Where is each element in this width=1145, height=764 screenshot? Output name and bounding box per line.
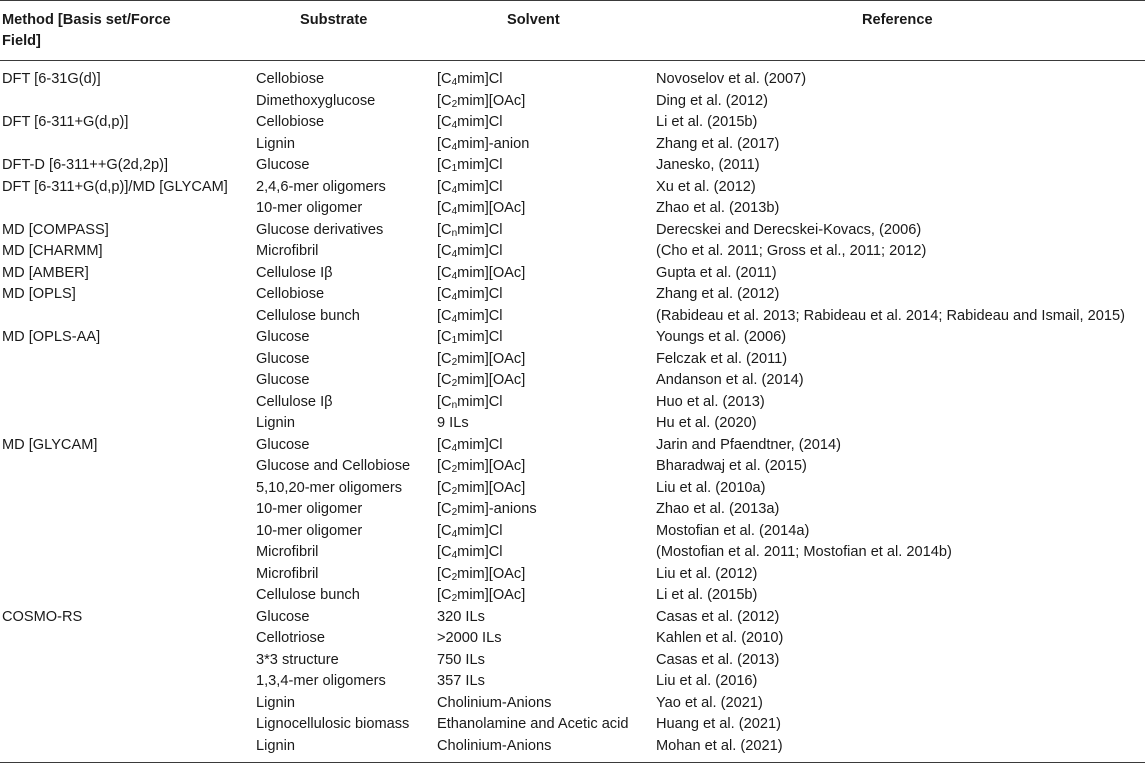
substrate-cell: Glucose <box>256 372 310 388</box>
solvent-cell: 320 ILs <box>437 608 485 625</box>
table-row <box>0 542 1145 564</box>
reference-cell: Mostofian et al. (2014a) <box>656 522 810 539</box>
reference-cell: Liu et al. (2010a) <box>656 479 766 496</box>
table-row <box>0 413 1145 435</box>
table-row <box>0 714 1145 736</box>
method-cell: MD [AMBER] <box>2 264 89 281</box>
substrate-cell: Lignin <box>256 135 295 152</box>
solvent-cell: $[C_4mim]Cl$ <box>437 114 503 131</box>
reference-cell: Novoselov et al. (2007) <box>656 71 807 87</box>
solvent-cell: Cholinium-Anions <box>437 737 552 754</box>
table-row <box>0 263 1145 285</box>
method-cell: MD [OPLS-AA] <box>2 329 101 345</box>
method-cell: DFT [6-311+G(d,p)] <box>2 114 129 130</box>
table-row <box>0 521 1145 543</box>
solvent-cell: $[C_4mim]Cl$ <box>437 544 503 561</box>
reference-cell: (Rabideau et al. 2013; Rabideau et al. 2014; Rabideau and Ismail, 2015) <box>656 307 1125 324</box>
substrate-cell: Glucose derivatives <box>256 221 384 238</box>
solvent-cell: $[C_2mim][OAc]$ <box>437 350 526 368</box>
table-row <box>0 585 1145 607</box>
solvent-cell: $[C_nmim]Cl$ <box>437 393 503 411</box>
method-cell: DFT [6-31G(d)] <box>2 71 101 87</box>
reference-cell: Andanson et al. (2014) <box>656 372 804 388</box>
method-cell: MD [OPLS] <box>2 286 76 302</box>
solvent-cell: $[C_2mim][OAc]$ <box>437 565 526 583</box>
table-top-rule <box>0 0 1145 1</box>
solvent-cell: $[C_2mim][OAc]$ <box>437 479 526 497</box>
table-row <box>0 91 1145 113</box>
table-body <box>0 69 1145 757</box>
substrate-cell: 1,3,4-mer oligomers <box>256 673 386 689</box>
solvent-cell: $[C_2mim][OAc]$ <box>437 587 526 604</box>
table-row <box>0 198 1145 220</box>
reference-cell: Bharadwaj et al. (2015) <box>656 458 807 474</box>
table-row <box>0 69 1145 91</box>
solvent-cell: 357 ILs <box>437 673 485 689</box>
substrate-cell: 10-mer oligomer <box>256 522 363 539</box>
header-rule <box>0 60 1145 61</box>
substrate-cell: Lignin <box>256 737 295 754</box>
reference-cell: Huo et al. (2013) <box>656 393 765 410</box>
table-row <box>0 134 1145 156</box>
column-header-substrate: Substrate <box>300 12 368 28</box>
table-row <box>0 693 1145 715</box>
table-row <box>0 241 1145 263</box>
method-cell: MD [CHARMM] <box>2 243 103 259</box>
method-cell: MD [COMPASS] <box>2 221 109 238</box>
solvent-cell: $[C_nmim]Cl$ <box>437 221 503 239</box>
substrate-cell: Cellulose bunch <box>256 587 360 603</box>
reference-cell: Liu et al. (2012) <box>656 565 758 582</box>
solvent-cell: $[C_4mim]Cl$ <box>437 243 503 260</box>
table-row <box>0 671 1145 693</box>
reference-cell: Kahlen et al. (2010) <box>656 630 784 646</box>
substrate-cell: Lignin <box>256 694 295 711</box>
solvent-cell: 9 ILs <box>437 415 469 431</box>
substrate-cell: Glucose and Cellobiose <box>256 458 411 474</box>
solvent-cell: $[C_1mim]Cl$ <box>437 329 503 346</box>
substrate-cell: Glucose <box>256 608 310 625</box>
solvent-cell: $[C_2mim]$-anions <box>437 501 537 518</box>
solvent-cell: >2000 ILs <box>437 630 502 646</box>
substrate-cell: Microfibril <box>256 565 319 582</box>
table-row <box>0 327 1145 349</box>
table-row <box>0 499 1145 521</box>
table-row <box>0 112 1145 134</box>
column-header-method: Method [Basis set/Force Field] <box>2 12 171 49</box>
substrate-cell: Dimethoxyglucose <box>256 92 376 109</box>
reference-cell: Huang et al. (2021) <box>656 716 781 732</box>
reference-cell: Zhang et al. (2012) <box>656 286 780 302</box>
table-row <box>0 607 1145 629</box>
reference-cell: Li et al. (2015b) <box>656 587 758 603</box>
reference-cell: (Cho et al. 2011; Gross et al., 2011; 2012) <box>656 243 927 259</box>
substrate-cell: 3*3 structure <box>256 651 339 668</box>
reference-cell: Felczak et al. (2011) <box>656 350 788 367</box>
substrate-cell: Microfibril <box>256 544 319 560</box>
reference-cell: Ding et al. (2012) <box>656 92 768 109</box>
substrate-cell: Lignin <box>256 415 295 431</box>
table-row <box>0 392 1145 414</box>
table-row <box>0 456 1145 478</box>
substrate-cell: Cellotriose <box>256 630 325 646</box>
solvent-cell: $[C_2mim][OAc]$ <box>437 92 526 110</box>
reference-cell: Mohan et al. (2021) <box>656 737 783 754</box>
reference-cell: Yao et al. (2021) <box>656 694 763 711</box>
table-row <box>0 349 1145 371</box>
reference-cell: Zhao et al. (2013a) <box>656 501 780 517</box>
solvent-cell: $[C_4mim]Cl$ <box>437 307 503 325</box>
substrate-cell: 10-mer oligomer <box>256 200 363 216</box>
solvent-cell: $[C_2mim][OAc]$ <box>437 372 526 389</box>
substrate-cell: 5,10,20-mer oligomers <box>256 479 403 496</box>
substrate-cell: Lignocellulosic biomass <box>256 716 410 732</box>
table-row <box>0 155 1145 177</box>
solvent-cell: Ethanolamine and Acetic acid <box>437 716 629 732</box>
solvent-cell: $[C_4mim][OAc]$ <box>437 200 526 217</box>
table-row <box>0 306 1145 328</box>
table-row <box>0 478 1145 500</box>
substrate-cell: Cellulose Iβ <box>256 264 333 281</box>
method-cell: DFT [6-311+G(d,p)]/MD [GLYCAM] <box>2 178 228 195</box>
reference-cell: Casas et al. (2013) <box>656 651 780 668</box>
table-row <box>0 220 1145 242</box>
table-row <box>0 370 1145 392</box>
reference-cell: Zhao et al. (2013b) <box>656 200 780 216</box>
table-bottom-rule <box>0 762 1145 763</box>
table-row <box>0 284 1145 306</box>
method-cell: DFT-D [6-311++G(2d,2p)] <box>2 157 169 173</box>
substrate-cell: Cellobiose <box>256 71 325 87</box>
solvent-cell: $[C_4mim]Cl$ <box>437 286 503 303</box>
solvent-cell: Cholinium-Anions <box>437 694 552 711</box>
table-row <box>0 177 1145 199</box>
substrate-cell: 10-mer oligomer <box>256 501 363 517</box>
solvent-cell: $[C_4mim]Cl$ <box>437 522 503 540</box>
substrate-cell: Microfibril <box>256 243 319 259</box>
reference-cell: (Mostofian et al. 2011; Mostofian et al. 2014b) <box>656 544 952 560</box>
substrate-cell: Cellulose Iβ <box>256 393 333 410</box>
reference-cell: Liu et al. (2016) <box>656 673 758 689</box>
method-cell: MD [GLYCAM] <box>2 436 98 453</box>
solvent-cell: 750 ILs <box>437 651 485 668</box>
method-cell: COSMO-RS <box>2 608 83 625</box>
solvent-cell: $[C_4mim]Cl$ <box>437 71 503 88</box>
reference-cell: Li et al. (2015b) <box>656 114 758 130</box>
substrate-cell: Glucose <box>256 329 310 345</box>
substrate-cell: Glucose <box>256 350 310 367</box>
substrate-cell: Glucose <box>256 436 310 453</box>
table-row <box>0 650 1145 672</box>
substrate-cell: Cellulose bunch <box>256 307 360 324</box>
column-header-reference: Reference <box>862 12 933 28</box>
reference-cell: Youngs et al. (2006) <box>656 329 787 345</box>
table-row <box>0 564 1145 586</box>
table-row <box>0 628 1145 650</box>
reference-cell: Jarin and Pfaendtner, (2014) <box>656 436 841 453</box>
reference-cell: Casas et al. (2012) <box>656 608 780 625</box>
table-row <box>0 435 1145 457</box>
solvent-cell: $[C_4mim]Cl$ <box>437 436 503 454</box>
solvent-cell: $[C_4mim][OAc]$ <box>437 264 526 282</box>
table-row <box>0 736 1145 758</box>
reference-cell: Zhang et al. (2017) <box>656 135 780 152</box>
reference-cell: Xu et al. (2012) <box>656 178 756 195</box>
substrate-cell: Cellobiose <box>256 114 325 130</box>
solvent-cell: $[C_4mim]Cl$ <box>437 178 503 196</box>
reference-cell: Derecskei and Derecskei-Kovacs, (2006) <box>656 221 922 238</box>
reference-cell: Gupta et al. (2011) <box>656 264 777 281</box>
substrate-cell: Glucose <box>256 157 310 173</box>
solvent-cell: $[C_4mim]$-anion <box>437 135 530 153</box>
solvent-cell: $[C_2mim][OAc]$ <box>437 458 526 475</box>
column-header-solvent: Solvent <box>507 12 560 28</box>
substrate-cell: 2,4,6-mer oligomers <box>256 178 386 195</box>
solvent-cell: $[C_1mim]Cl$ <box>437 157 503 174</box>
reference-cell: Janesko, (2011) <box>656 157 760 173</box>
reference-cell: Hu et al. (2020) <box>656 415 757 431</box>
substrate-cell: Cellobiose <box>256 286 325 302</box>
